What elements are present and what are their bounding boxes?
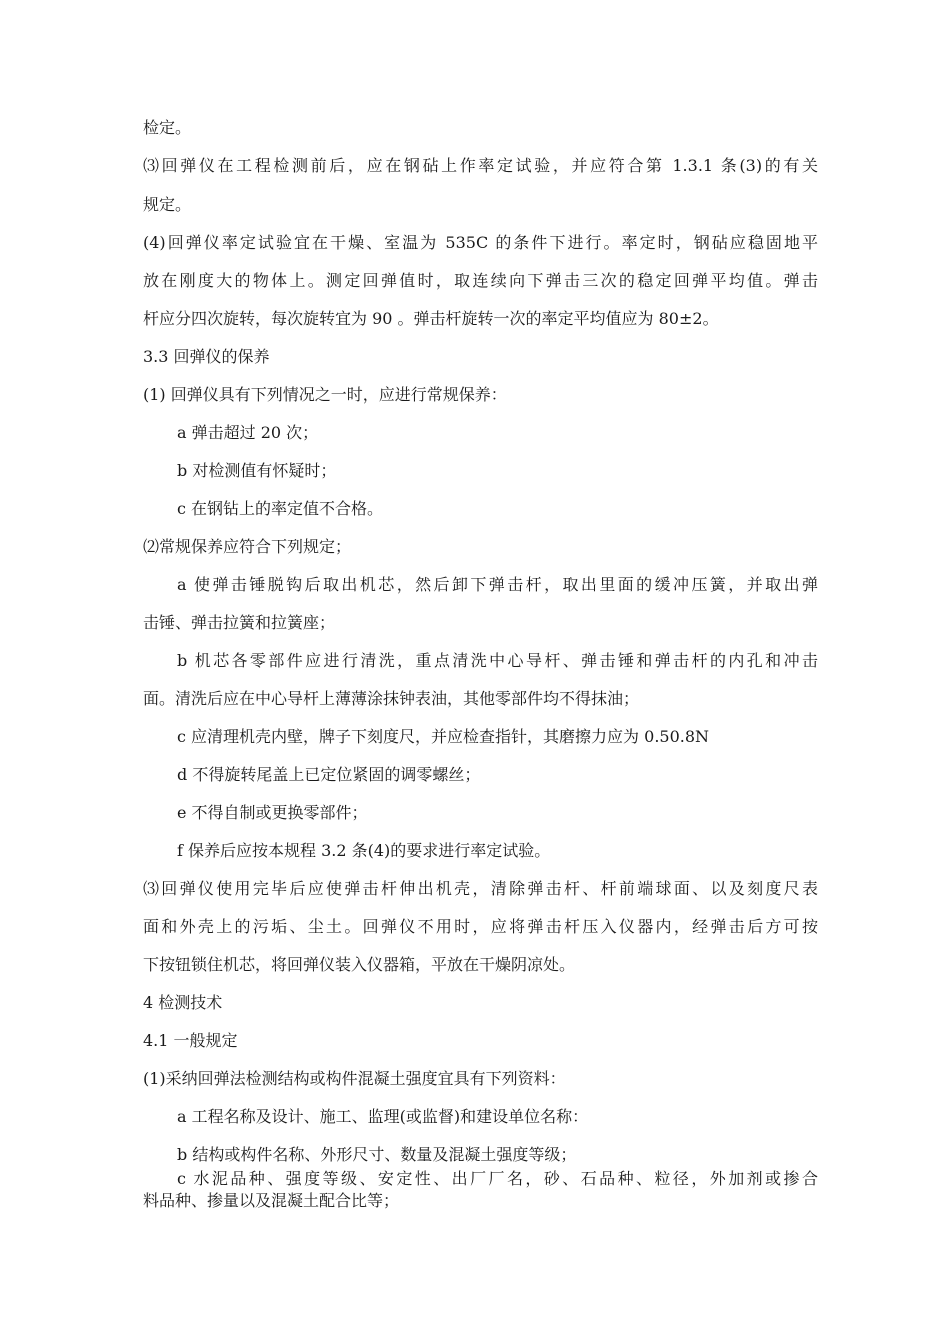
text-line: ⑵常规保养应符合下列规定； — [143, 537, 352, 556]
list-item: f 保养后应按本规程 3.2 条(4)的要求进行率定试验。 — [177, 841, 551, 860]
text-line: 面和外壳上的污垢、尘土。回弹仪不用时，应将弹击杆压入仪器内，经弹击后方可按 — [143, 917, 818, 936]
text-line: 料品种、掺量以及混凝土配合比等； — [143, 1191, 400, 1210]
list-item: b 对检测值有怀疑时； — [177, 461, 337, 480]
list-item: a 使弹击锤脱钩后取出机芯，然后卸下弹击杆，取出里面的缓冲压簧，并取出弹 — [177, 575, 818, 594]
section-heading: 3.3 回弹仪的保养 — [143, 347, 270, 366]
list-item: b 结构或构件名称、外形尺寸、数量及混凝土强度等级； — [177, 1145, 577, 1164]
text-line: 杆应分四次旋转，每次旋转宜为 90 。弹击杆旋转一次的率定平均值应为 80±2。 — [143, 309, 719, 328]
text-line: 放在刚度大的物体上。测定回弹值时，取连续向下弹击三次的稳定回弹平均值。弹击 — [143, 271, 818, 290]
text-line: (1) 回弹仪具有下列情况之一时，应进行常规保养： — [143, 385, 507, 404]
text-line: 检定。 — [143, 118, 192, 137]
list-item: b 机芯各零部件应进行清洗，重点清洗中心导杆、弹击锤和弹击杆的内孔和冲击 — [177, 651, 818, 670]
section-heading: 4 检测技术 — [143, 993, 223, 1012]
text-line: (4)回弹仪率定试验宜在干燥、室温为 535C 的条件下进行。率定时，钢砧应稳固地平 — [143, 233, 818, 252]
list-item: a 弹击超过 20 次； — [177, 423, 319, 442]
text-line: ⑶回弹仪使用完毕后应使弹击杆伸出机壳，清除弹击杆、杆前端球面、以及刻度尺表 — [143, 879, 818, 898]
text-line: 下按钮锁住机芯，将回弹仪装入仪器箱，平放在干燥阴凉处。 — [143, 955, 576, 974]
text-line: (1)采纳回弹法检测结构或构件混凝土强度宜具有下列资料： — [143, 1069, 566, 1088]
text-line: 击锤、弹击拉簧和拉簧座； — [143, 613, 336, 632]
list-item: d 不得旋转尾盖上已定位紧固的调零螺丝； — [177, 765, 481, 784]
list-item: c 在钢钻上的率定值不合格。 — [177, 499, 384, 518]
list-item: a 工程名称及设计、施工、监理(或监督)和建设单位名称： — [177, 1107, 589, 1126]
text-line: 面。清洗后应在中心导杆上薄薄涂抹钟表油，其他零部件均不得抹油； — [143, 689, 640, 708]
list-item: c 应清理机壳内壁，牌子下刻度尺，并应检查指针，其磨擦力应为 0.50.8N — [177, 727, 710, 746]
list-item: c 水泥品种、强度等级、安定性、出厂厂名，砂、石品种、粒径，外加剂或掺合 — [177, 1169, 818, 1188]
text-line: 规定。 — [143, 195, 192, 214]
text-line: ⑶回弹仪在工程检测前后，应在钢砧上作率定试验，并应符合第 1.3.1 条(3)的有关 — [143, 156, 818, 175]
list-item: e 不得自制或更换零部件； — [177, 803, 368, 822]
section-heading: 4.1 一般规定 — [143, 1031, 238, 1050]
